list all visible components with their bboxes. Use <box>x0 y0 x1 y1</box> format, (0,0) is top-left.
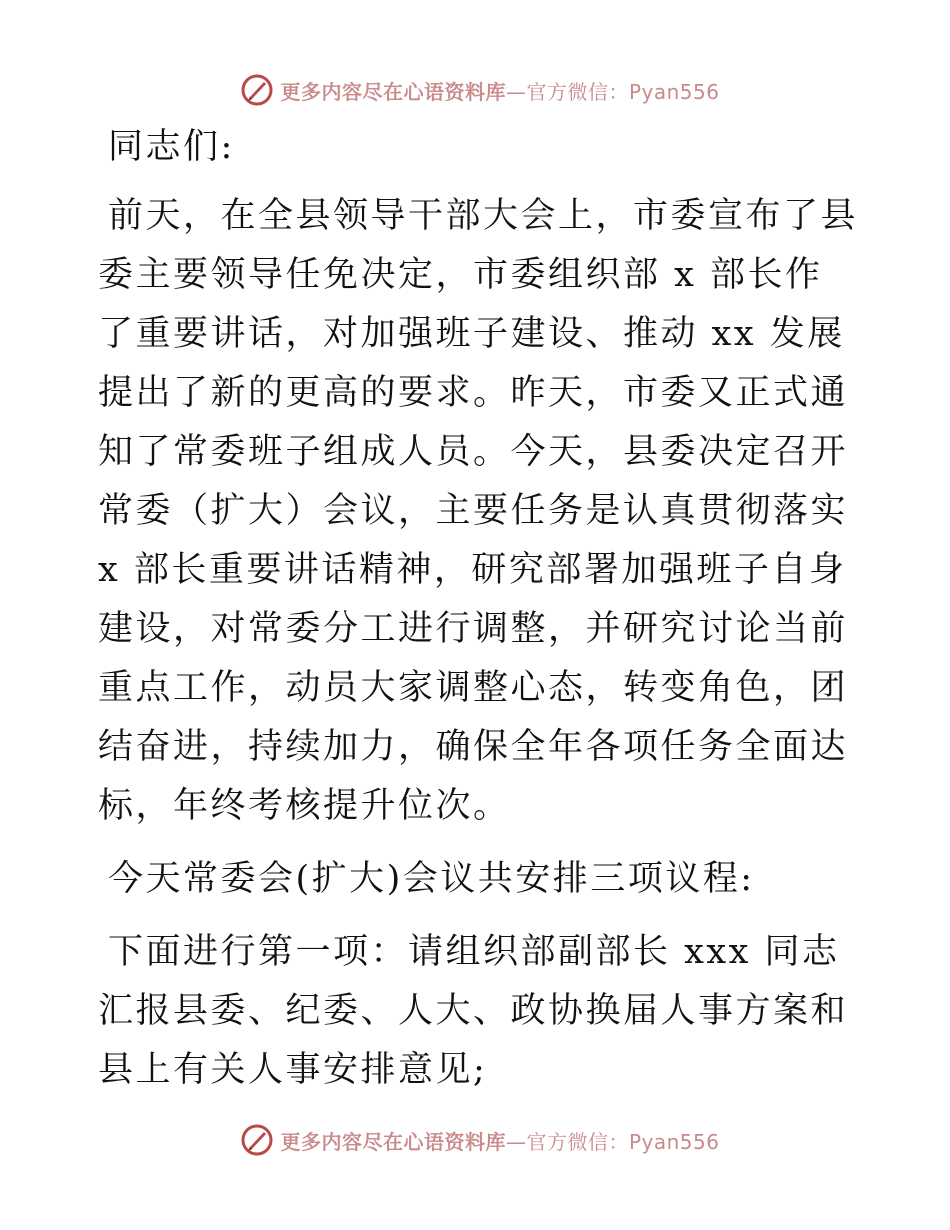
watermark-contact-text: —官方微信：Pyan556 <box>505 1129 720 1154</box>
quill-pen-logo-icon <box>240 1123 274 1157</box>
watermark-brand-text: 更多内容尽在心语资料库 <box>280 79 506 104</box>
quill-pen-logo-icon <box>240 73 274 107</box>
watermark-brand-text: 更多内容尽在心语资料库 <box>280 1129 506 1154</box>
salutation: 同志们: <box>108 127 235 167</box>
document-body <box>98 118 858 1100</box>
watermark-contact-text: —官方微信：Pyan556 <box>505 79 720 104</box>
intro-paragraph: 前天，在全县领导干部大会上，市委宣布了县委主要领导任免决定，市委组织部 x 部长作了重要讲话，对加强班子建设、推动 xx 发展提出了新的更高的要求。昨天，市委又正式通知了常委班子组成人员。今天，县委决定召开常委（扩大）会议，主要任务是认真贯彻落实 x 部长重要讲话精神，研究部署加强班子自身建设，对常委分工进行调整，并研究讨论当前重点工作，动员大家调整心态，转变角色，团结奋进，持续加力，确保全年各项任务全面达标，年终考核提升位次。 <box>98 196 859 826</box>
agenda-paragraph: 今天常委会(扩大)会议共安排三项议程: <box>108 859 755 899</box>
agenda-item-1-paragraph: 下面进行第一项：请组织部副部长 xxx 同志汇报县委、纪委、人大、政协换届人事方案和县上有关人事安排意见; <box>98 932 849 1090</box>
page-footer-watermark <box>0 1120 950 1160</box>
page-header-watermark <box>0 70 950 110</box>
